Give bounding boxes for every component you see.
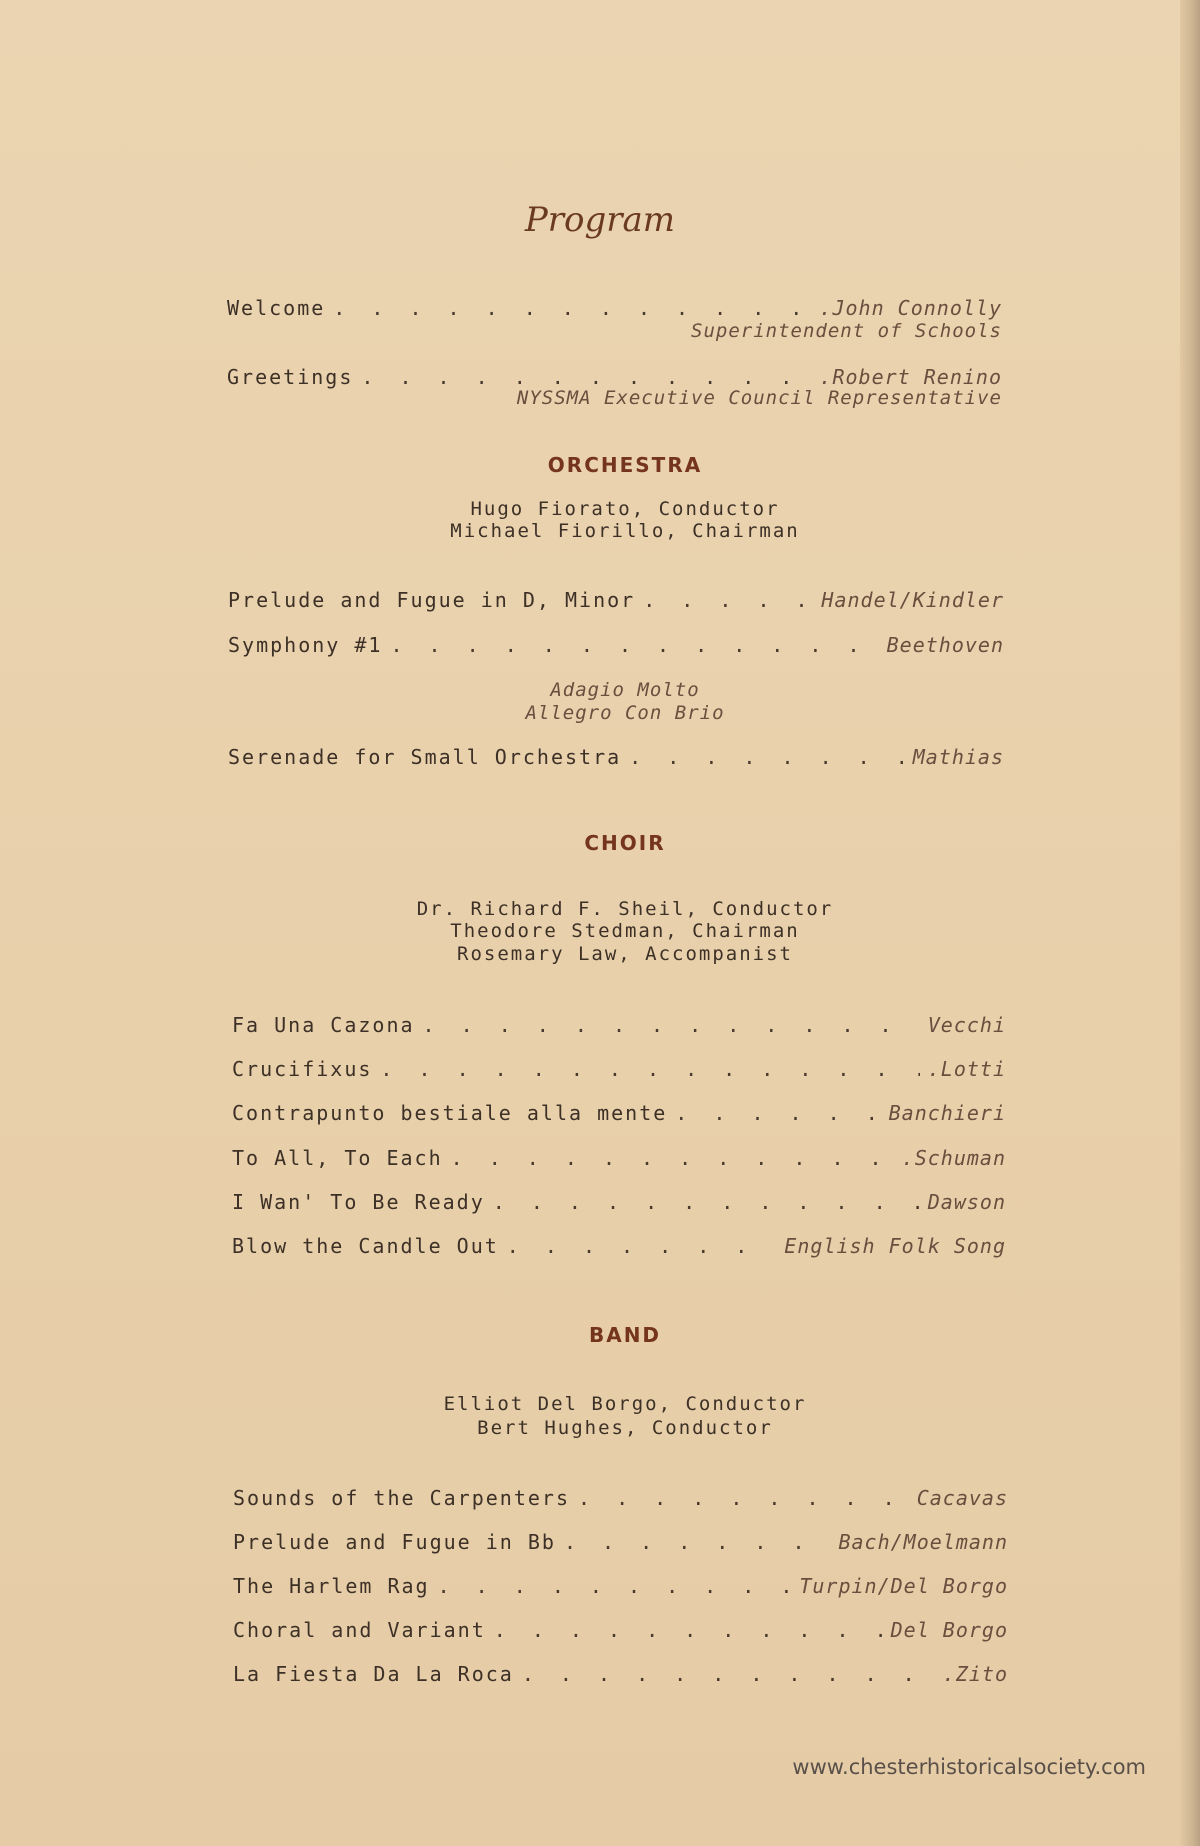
piece-title: Sounds of the Carpenters	[233, 1486, 570, 1510]
leader-dots	[494, 1618, 883, 1642]
leader-dots	[423, 1013, 920, 1037]
piece-composer: Vecchi	[927, 1013, 1006, 1037]
piece-title: Symphony #1	[228, 633, 383, 657]
piece-title: Contrapunto bestiale alla mente	[232, 1101, 668, 1125]
band-conductor-2: Bert Hughes, Conductor	[477, 1417, 773, 1439]
leader-dots	[438, 1574, 792, 1598]
leader-dots	[493, 1190, 920, 1214]
piece-title: Prelude and Fugue in Bb	[233, 1530, 556, 1554]
orchestra-heading: ORCHESTRA	[547, 453, 703, 477]
leader-dots	[361, 365, 811, 389]
band-piece-1	[233, 1486, 1008, 1510]
band-heading: BAND	[588, 1323, 662, 1347]
band-piece-2	[233, 1530, 1008, 1554]
piece-composer: Beethoven	[886, 633, 1004, 657]
welcome-speaker: .John Connolly	[819, 296, 1002, 320]
choir-heading: CHOIR	[584, 831, 666, 855]
choir-piece-3	[232, 1101, 1006, 1125]
piece-composer: Del Borgo	[890, 1618, 1008, 1642]
piece-title: Blow the Candle Out	[232, 1234, 499, 1258]
piece-title: Fa Una Cazona	[232, 1013, 415, 1037]
orchestra-conductor: Hugo Fiorato, Conductor	[470, 498, 780, 520]
leader-dots	[390, 633, 878, 657]
choir-chairman: Theodore Stedman, Chairman	[450, 920, 800, 942]
welcome-role: Superintendent of Schools	[691, 320, 1002, 342]
leader-dots	[564, 1530, 831, 1554]
piece-composer: Banchieri	[888, 1101, 1006, 1125]
orchestra-piece-1	[228, 588, 1004, 612]
piece-composer: Handel/Kindler	[821, 588, 1004, 612]
piece-title: To All, To Each	[232, 1146, 443, 1170]
welcome-row	[227, 296, 1002, 320]
greetings-row	[227, 365, 1002, 389]
leader-dots	[333, 296, 811, 320]
greetings-speaker: .Robert Renino	[819, 365, 1002, 389]
footer-url: www.chesterhistoricalsociety.com	[792, 1755, 1146, 1779]
welcome-label: Welcome	[227, 296, 326, 320]
leader-dots	[507, 1234, 777, 1258]
piece-composer: English Folk Song	[784, 1234, 1006, 1258]
leader-dots	[380, 1057, 919, 1081]
piece-title: Serenade for Small Orchestra	[228, 745, 622, 769]
orchestra-chairman: Michael Fiorillo, Chairman	[450, 520, 800, 542]
piece-composer: Bach/Moelmann	[838, 1530, 1008, 1554]
leader-dots	[578, 1486, 909, 1510]
piece-title: The Harlem Rag	[233, 1574, 430, 1598]
piece-composer: .Lotti	[927, 1057, 1006, 1081]
band-piece-3	[233, 1574, 1008, 1598]
choir-piece-1	[232, 1013, 1006, 1037]
band-piece-4	[233, 1618, 1008, 1642]
choir-conductor: Dr. Richard F. Sheil, Conductor	[416, 898, 834, 920]
greetings-role: NYSSMA Executive Council Representative	[516, 387, 1002, 409]
greetings-label: Greetings	[227, 365, 354, 389]
piece-composer: .Zito	[942, 1662, 1008, 1686]
leader-dots	[522, 1662, 935, 1686]
leader-dots	[451, 1146, 894, 1170]
piece-composer: Turpin/Del Borgo	[799, 1574, 1008, 1598]
choir-piece-4	[232, 1146, 1006, 1170]
leader-dots	[643, 588, 813, 612]
piece-composer: Dawson	[927, 1190, 1006, 1214]
piece-composer: .Schuman	[901, 1146, 1006, 1170]
orchestra-piece-3	[228, 745, 1004, 769]
piece-title: La Fiesta Da La Roca	[233, 1662, 514, 1686]
program-title: Program	[524, 200, 676, 240]
choir-accompanist: Rosemary Law, Accompanist	[457, 943, 793, 965]
band-conductor-1: Elliot Del Borgo, Conductor	[443, 1393, 807, 1415]
leader-dots	[629, 745, 905, 769]
piece-title: I Wan' To Be Ready	[232, 1190, 485, 1214]
piece-title: Choral and Variant	[233, 1618, 486, 1642]
movement-2: Allegro Con Brio	[525, 702, 725, 724]
piece-title: Crucifixus	[232, 1057, 373, 1081]
choir-piece-2	[232, 1057, 1006, 1081]
piece-title: Prelude and Fugue in D, Minor	[228, 588, 636, 612]
piece-composer: Mathias	[912, 745, 1004, 769]
orchestra-piece-2	[228, 633, 1004, 657]
band-piece-5	[233, 1662, 1008, 1686]
leader-dots	[675, 1101, 880, 1125]
choir-piece-6	[232, 1234, 1006, 1258]
movement-1: Adagio Molto	[550, 679, 700, 701]
choir-piece-5	[232, 1190, 1006, 1214]
piece-composer: Cacavas	[916, 1486, 1008, 1510]
